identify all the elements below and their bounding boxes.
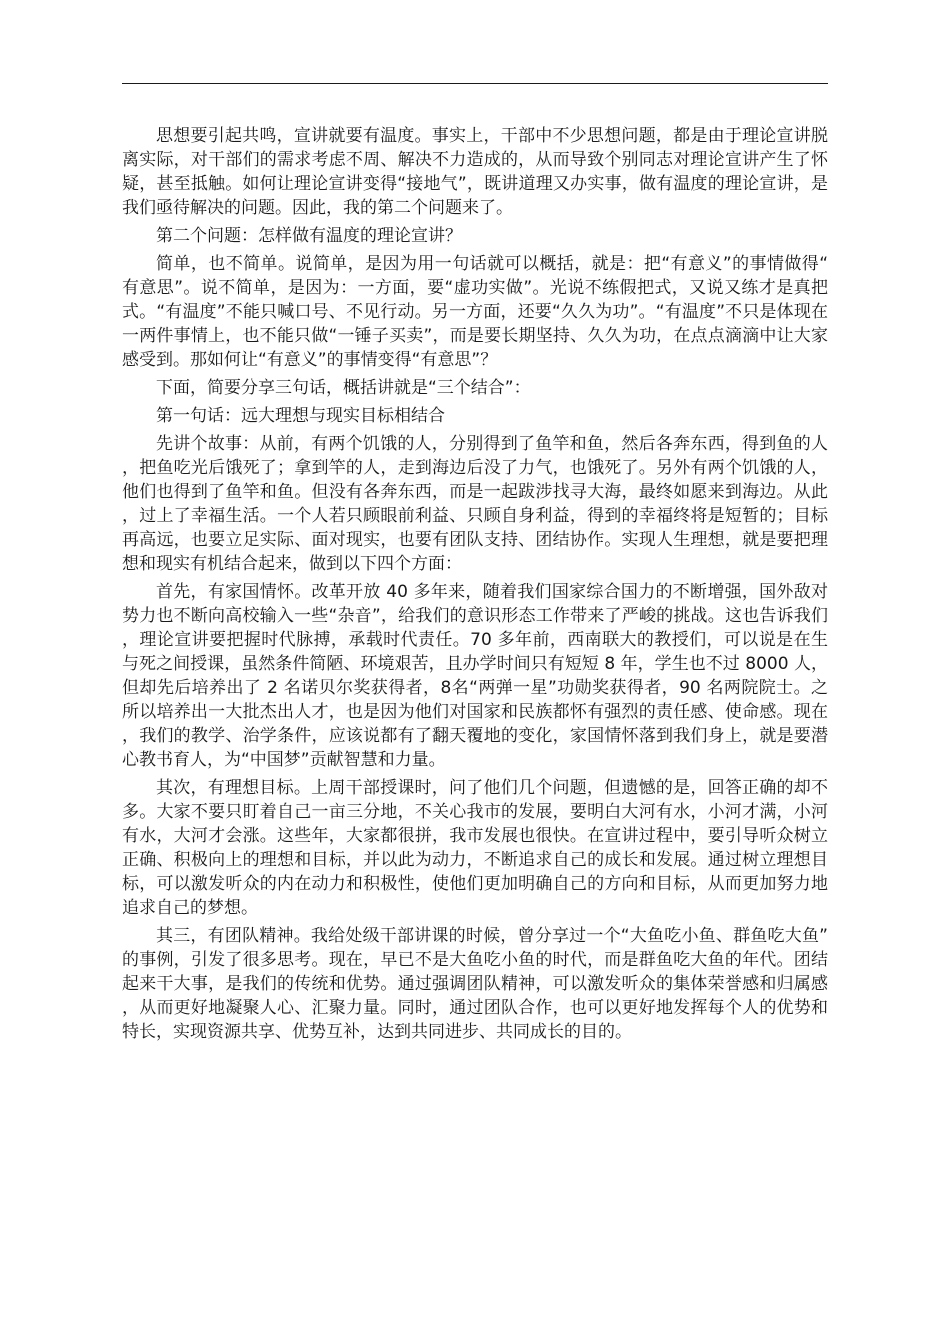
paragraph-simple-answer: 简单，也不简单。说简单，是因为用一句话就可以概括，就是：把“有意义”的事情做得“有意思”。说不简单，是因为：一方面，要“虚功实做”。光说不练假把式，又说又练才是真把式。“有温度”不能只喊口号、不见行动。另一方面，还要“久久为功”。“有温度”不只是体现在一两件事情上，也不能只做“一锤子买卖”，而是要长期坚持、久久为功，在点点滴滴中让大家感受到。那如何让“有意义”的事情变得“有意思”？	[122, 254, 828, 370]
paragraph-story: 先讲个故事：从前，有两个饥饿的人，分别得到了鱼竿和鱼，然后各奔东西，得到鱼的人，把鱼吃光后饿死了；拿到竿的人，走到海边后没了力气，也饿死了。另外有两个饥饿的人，他们也得到了鱼竿和鱼。但没有各奔东西，而是一起跋涉找寻大海，最终如愿来到海边。从此，过上了幸福生活。一个人若只顾眼前利益、只顾自身利益，得到的幸福终将是短暂的；目标再高远，也要立足实际、面对现实，也要有团队支持、团结协作。实现人生理想，就是要把理想和现实有机结合起来，做到以下四个方面：	[122, 434, 828, 574]
paragraph-intro: 思想要引起共鸣，宣讲就要有温度。事实上，干部中不少思想问题，都是由于理论宣讲脱离实际，对干部们的需求考虑不周、解决不力造成的，从而导致个别同志对理论宣讲产生了怀疑，甚至抵触。如何让理论宣讲变得“接地气”，既讲道理又办实事，做有温度的理论宣讲，是我们亟待解决的问题。因此，我的第二个问题来了。	[122, 126, 828, 218]
document-body	[122, 124, 828, 1044]
paragraph-ideal-goals: 其次，有理想目标。上周干部授课时，问了他们几个问题，但遗憾的是，回答正确的却不多。大家不要只盯着自己一亩三分地，不关心我市的发展，要明白大河有水，小河才满，小河有水，大河才会涨。这些年，大家都很拼，我市发展也很快。在宣讲过程中，要引导听众树立正确、积极向上的理想和目标，并以此为动力，不断追求自己的成长和发展。通过树立理想目标，可以激发听众的内在动力和积极性，使他们更加明确自己的方向和目标，从而更加努力地追求自己的梦想。	[122, 778, 828, 918]
paragraph-question-two: 第二个问题：怎样做有温度的理论宣讲？	[156, 226, 462, 246]
paragraph-three-points: 下面，简要分享三句话，概括讲就是“三个结合”：	[156, 378, 531, 398]
header-divider	[122, 83, 828, 84]
paragraph-team-spirit: 其三，有团队精神。我给处级干部讲课的时候，曾分享过一个“大鱼吃小鱼、群鱼吃大鱼”的事例，引发了很多思考。现在，早已不是大鱼吃小鱼的时代，而是群鱼吃大鱼的年代。团结起来干大事，是我们的传统和优势。通过强调团队精神，可以激发听众的集体荣誉感和归属感，从而更好地凝聚人心、汇聚力量。同时，通过团队合作，也可以更好地发挥每个人的优势和特长，实现资源共享、优势互补，达到共同进步、共同成长的目的。	[122, 926, 828, 1042]
paragraph-first-sentence: 第一句话：远大理想与现实目标相结合	[156, 406, 445, 426]
paragraph-patriotism: 首先，有家国情怀。改革开放 40 多年来，随着我们国家综合国力的不断增强，国外敌对势力也不断向高校输入一些“杂音”，给我们的意识形态工作带来了严峻的挑战。这也告诉我们，理论宣讲要把握时代脉搏，承载时代责任。70 多年前，西南联大的教授们，可以说是在生与死之间授课，虽然条件简陋、环境艰苦，且办学时间只有短短 8 年，学生也不过 8000 人，但却先后培养出了 2 名诺贝尔奖获得者，8名“两弹一星”功勋奖获得者，90 名两院院士。之所以培养出一大批杰出人才，也是因为他们对国家和民族都怀有强烈的责任感、使命感。现在，我们的教学、治学条件，应该说都有了翻天覆地的变化，家国情怀落到我们身上，就是要潜心教书育人，为“中国梦”贡献智慧和力量。	[122, 582, 828, 770]
